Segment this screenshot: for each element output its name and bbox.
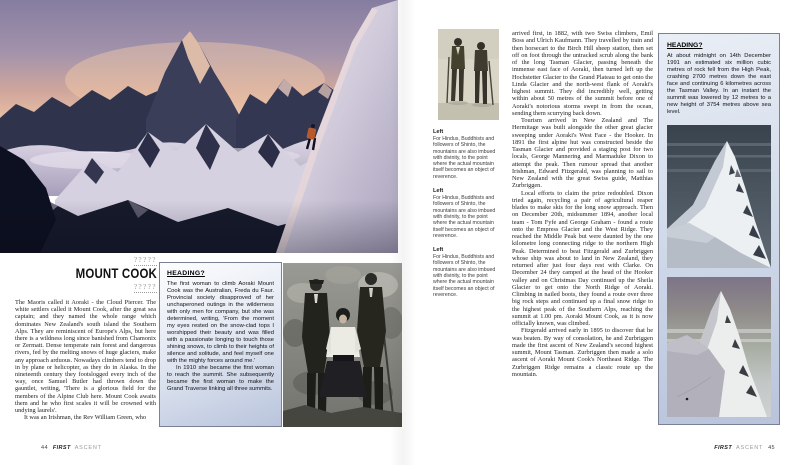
left-page-number: 44 bbox=[41, 445, 48, 451]
left-body-paragraph-2: It was an Irishman, the Rev William Green, who bbox=[24, 414, 147, 422]
kicker-placeholder-bottom: ????? bbox=[133, 283, 157, 291]
sidebar-heading: HEADING? bbox=[667, 42, 703, 49]
kicker-bottom-row bbox=[0, 284, 157, 293]
caption-text: For Hindus, Buddhists and followers of Shinto, the mountains are also imbued with divinity, to the point where the actual mountain itself becomes an object of reverence. bbox=[433, 254, 496, 298]
left-body-text bbox=[15, 299, 156, 421]
sidebar-paragraph: At about midnight on 14th December 1991 an estimated six million cubic metres of rock fell from the High Peak, crashing 2700 metres down the east face and continuing 6 kilometres across the Tasman Valley. In an instant the summit was lowered by 12 metres to a new height of 3754 metres above sea level. bbox=[667, 53, 771, 115]
snow-ridge-illustration bbox=[667, 277, 771, 417]
right-page-footer bbox=[648, 445, 778, 451]
kicker-placeholder-top: ????? bbox=[133, 256, 157, 264]
summit-pyramid-illustration bbox=[667, 125, 771, 268]
sidebar-photo-snow-ridge bbox=[667, 277, 771, 417]
article-paragraph-1: arrived first, in 1882, with two Swiss climbers, Emil Boss and Ulrich Kaufmann. They travelled by train and then horsecart to the Birch Hill sheep station, then set off on foot through the untracked scrub along the bank of the long Tasman Glacier, passing beneath the immense east face of Aoraki, then turned left up the Hochstetter Glacier to the Grand Plateau to get onto the Linda Glacier and the north-west flank of Aoraki's highest summit. They did incredibly well, getting within about 50 metres of the summit before one of Aoraki's notorious storms swept in from the ocean, sending them scurrying back down. bbox=[512, 30, 653, 117]
article-text-column bbox=[512, 30, 653, 378]
article-paragraph-2: Tourism arrived in New Zealand and The Hermitage was built alongside the other great glacier sweeping under Aoraki's West Face - the Hooker. In 1891 the first alpine hut was constructed beside the Tasman Glacier and provided a staging post for two locals, George Mannering and Marmaduke Dixon to attempt the peak. Then rumour spread that another Irishman, Edward Fitzgerald, was planning to sail to New Zealand with the great Swiss guide, Matthias Zurbriggen. bbox=[512, 117, 653, 190]
photo-caption-3 bbox=[433, 247, 497, 298]
footer-brand-light: ASCENT bbox=[736, 445, 764, 451]
right-page-number: 45 bbox=[768, 445, 775, 451]
info-box-heading: HEADING? bbox=[167, 270, 205, 277]
hero-photo-mount-cook-sunset bbox=[0, 0, 398, 253]
caption-label: Left bbox=[433, 188, 444, 195]
article-paragraph-4: Fitzgerald arrived early in 1895 to discover that he was beaten. By way of consolation, he and Zurbriggen made the first ascent of New Zealand's second highest summit, Mount Tasman. Zurbriggen then made a solo ascent of Aoraki Mount Cook's Northeast Ridge. The Zurbriggen Ridge remains a classic route up the mountain. bbox=[512, 327, 653, 378]
sidebar-info-panel-rockfall bbox=[658, 33, 780, 425]
photo-caption-1 bbox=[433, 129, 497, 180]
vintage-photo-two-climbers bbox=[438, 29, 499, 120]
footer-brand-bold: FIRST bbox=[52, 445, 71, 451]
sidebar-photo-summit-pyramid bbox=[667, 125, 771, 268]
page-title: MOUNT COOK bbox=[75, 265, 157, 281]
left-page-footer bbox=[38, 445, 102, 451]
tiny-climber-dot bbox=[686, 398, 689, 401]
footer-brand-light: ASCENT bbox=[74, 445, 102, 451]
hero-photo-illustration bbox=[0, 0, 398, 253]
photo-caption-2 bbox=[433, 188, 497, 239]
three-climbers-illustration bbox=[283, 263, 402, 427]
info-box-paragraph-1: The first woman to climb Aoraki Mount Cook was the Australian, Freda du Faur. Provincial society disapproved of her unchaperoned outings in the wilderness with only men for company, but she was determined, writing, 'From the moment my eyes rested on the snow-clad tops I worshipped their beauty and was filled with a passionate longing to touch those shining snows, to climb to their heights of silence and solitude, and feel myself one with the mighty forces around me.' bbox=[167, 281, 274, 364]
info-box-freda-du-faur bbox=[159, 262, 282, 427]
footer-brand-bold: FIRST bbox=[714, 445, 733, 451]
caption-text: For Hindus, Buddhists and followers of Shinto, the mountains are also imbued with divinity, to the point where the actual mountain itself becomes an object of reverence. bbox=[433, 195, 496, 239]
caption-label: Left bbox=[433, 247, 444, 254]
two-climbers-illustration bbox=[438, 29, 499, 120]
historic-photo-three-climbers bbox=[283, 263, 402, 427]
left-body-paragraph-1: The Maoris called it Aoraki - the Cloud Piercer. The white settlers called it Mount Cook, after the great sea captain; and they named the whole range which dominates New Zealand's south island the Southern Alps. They are reminiscent of Europe's Alps, but here there is a wildness long since banished from Chamonix or Zermatt. Dense temperate rain forest and dangerous rivers, fed by the melting snows of huge glaciers, make any approach arduous. Nowadays climbers tend to drop in by plane or helicopter, as they do in Alaska. In the nineteenth century they footslogged every inch of the way, once Samuel Butler had thrown down the gauntlet, writing, 'There is a glorious field for the members of the Alpine Club here. Mount Cook awaits them and he who first scales it will be crowned with undying laurels'. bbox=[15, 299, 156, 415]
article-paragraph-3: Local efforts to claim the prize redoubled. Dixon tried again, recycling a pair of agricultural reaper blades to make skis for the long snow approach. Then on December 20th, midsummer 1894, another local team - Tom Fyfe and George Graham - found a route onto the Empress Glacier and the West Ridge. They reached the Middle Peak but were daunted by the one kilometre long connecting ridge to the northern High Peak. Determined to beat Fitzgerald and Zurbriggen whose ship was about to land in New Zealand, they returned after just four days rest with Clarke. On December 24 they camped at the head of the Hooker valley and on Christmas Day continued up the Sheila Glacier to get onto the North Ridge of Aoraki. Climbing in nailed boots, they found a route over three big rock steps and continued up a final snow ridge to the highest peak of the Southern Alps, reaching the summit at 1.00 pm. Aoraki Mount Cook, as it is now officially known, was climbed. bbox=[512, 189, 653, 327]
caption-text: For Hindus, Buddhists and followers of Shinto, the mountains are also imbued with divinity, to the point where the actual mountain itself becomes an object of reverence. bbox=[433, 136, 496, 180]
caption-label: Left bbox=[433, 129, 444, 135]
photo-caption-column bbox=[433, 129, 497, 306]
info-box-paragraph-2: In 1910 she became the first woman to reach the summit. She subsequently became the first woman to make the Grand Traverse linking all three summits. bbox=[167, 365, 274, 392]
